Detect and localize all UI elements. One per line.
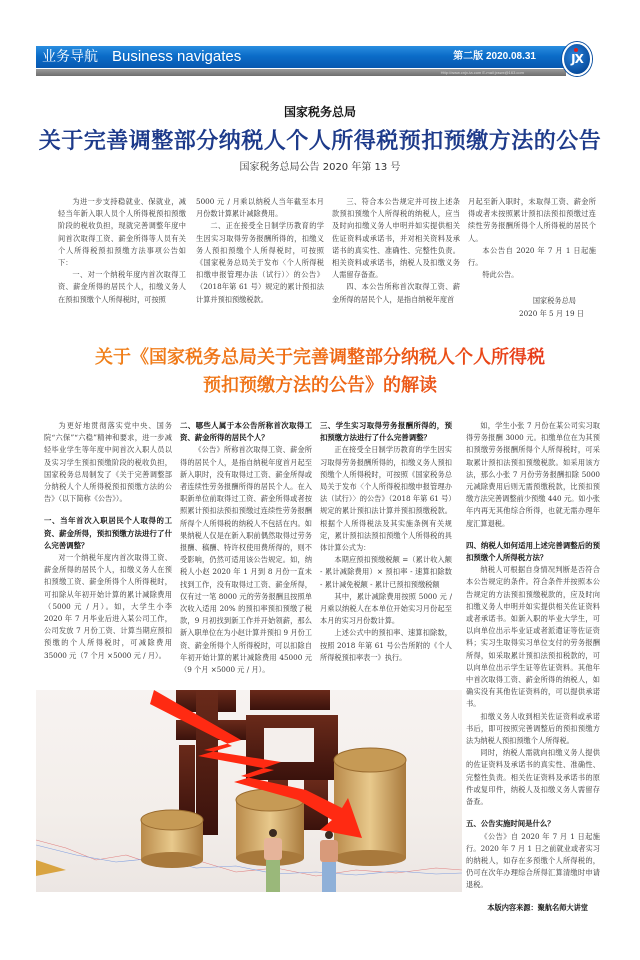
section-title-cn: 业务导航 <box>42 49 98 65</box>
coin-stack-small <box>141 810 203 868</box>
signature-date: 2020 年 5 月 19 日 <box>519 308 584 318</box>
interpretation-title <box>0 344 640 400</box>
figurine-right <box>320 831 338 892</box>
section-heading: 二、哪些人属于本公告所称首次取得工资、薪金所得的居民个人？ <box>180 421 312 443</box>
section-paragraph: 如，学生小张 7 月份在某公司实习取得劳务报酬 3000 元。扣缴单位在为其预扣预缴劳务报酬所得个人所得税时，可采取累计预扣法预扣预缴税款。如采用该方法，那么小张 7 月份劳务报酬扣除 5000 元减除费用后则无需预缴税款，比预扣预缴方法完善调整前少预缴 440 元。如小张年内再无其他综合所得，也就无需办理年度汇算退税。 <box>466 421 600 528</box>
signature-agency: 国家税务总局 <box>532 296 576 306</box>
section-heading: 三、学生实习取得劳务报酬所得的，预扣预缴方法进行了什么完善调整？ <box>320 421 452 443</box>
interpretation-intro: 为更好地贯彻落实党中央、国务院“六保”“六稳”精神和要求，进一步减轻毕业学生等年度中间首次入职人员以及实习学生预扣预缴阶段的税收负担，国家税务总局制发了《关于完善调整部分纳税人个人所得税预扣预缴方法的公告》（以下简称《公告》）。 <box>44 421 172 504</box>
announcement-title: 关于完善调整部分纳税人个人所得税预扣预缴方法的公告 <box>38 128 602 154</box>
announcement-agency: 国家税务总局 <box>283 105 356 119</box>
section-paragraph: 其中，累计减除费用按照 5000 元 / 月乘以纳税人在本单位开始实习月份起至本月的实习月份数计算。 <box>320 591 452 626</box>
section-paragraph: 纳税人可根据自身情况判断是否符合本公告规定的条件。符合条件并按照本公告规定的方法预扣预缴税款的，应及时向扣缴义务人申明并如实提供相关佐证资料或者承诺书。如新入职的毕业大学生，可以向单位出示毕业证或者派遣证等佐证资料；实习生取得实习单位支付的劳务报酬所得，如采取累计预扣法预扣税款的，可以向单位出示学生证等佐证资料。其他年中首次取得工资、薪金所得的纳税人，如确实没有其他佐证资料的，可以提供承诺书。 <box>466 565 600 709</box>
announcement-paragraph: 本公告自 2020 年 7 月 1 日起施行。 <box>468 245 596 268</box>
interpretation-title-line2: 预扣预缴方法的公告》的解读 <box>203 375 437 396</box>
announcement-paragraph: 一、对一个纳税年度内首次取得工资、薪金所得的居民个人，扣缴义务人在预扣预缴个人所得税时，可按照 <box>58 270 186 304</box>
figurine-left <box>264 829 282 892</box>
announcement-paragraph: 二、正在接受全日制学历教育的学生因实习取得劳务报酬所得的，扣缴义务人预扣预缴个人所得税时，可按照《国家税务总局关于发布〈个人所得税扣缴申报管理办法（试行）〉的公告》（2018年第 61 号）规定的累计预扣法计算并预扣预缴税款。 <box>196 221 324 304</box>
interpretation-title-line1: 关于《国家税务总局关于完善调整部分纳税人个人所得税 <box>95 347 545 368</box>
announcement-column-1 <box>58 196 186 306</box>
jx-logo-icon <box>562 42 592 76</box>
section-heading: 五、公告实施时间是什么？ <box>466 819 555 829</box>
section-heading: 四、纳税人如何适用上述完善调整后的预扣预缴个人所得税方法？ <box>466 540 600 563</box>
pen-icon <box>36 860 66 876</box>
content-source-note: 本版内容来源：聚航名师大讲堂 <box>487 903 588 912</box>
section-paragraph: 《公告》所称首次取得工资、薪金所得的居民个人，是指自纳税年度首月起至新入职时，没有取得过工资、薪金所得或者连续性劳务报酬所得的居民个人。在入职新单位前取得过工资、薪金所得或者按照累计预扣法预扣预缴过连续性劳务报酬所得个人所得税的纳税人不包括在内。如果纳税人仅是在新入职前偶然取得过劳务报酬、稿酬、特许权使用费所得的，则不受影响，仍然可适用该公告规定。如，纳税人小赵 2020 年 1 月到 8 月份一直未找到工作，没有取得过工资、薪金所得，仅有过一笔 8000 元的劳务报酬且按照单次收入适用 20% 的预扣率预扣预缴了税款，9 月初找到新工作并开始领薪，那么新入职单位在为小赵计算并预扣 9 月份工资、薪金所得个人所得税时，可以扣除自年初开始计算的累计减除费用 45000 元（9 个月 ×5000 元 / 月）。 <box>180 445 312 675</box>
illustration-graphic <box>36 690 462 892</box>
section-banner <box>36 46 592 76</box>
interpretation-column-2 <box>180 420 312 676</box>
announcement-paragraph: 三、符合本公告规定并可按上述条款预扣预缴个人所得税的纳税人，应当及时向扣缴义务人申明并如实提供相关佐证资料或承诺书，并对相关资料及承诺书的真实性、准确性、完整性负责。相关资料或承诺书，纳税人及扣缴义务人需留存备查。 <box>332 197 460 280</box>
tax-reduction-illustration <box>36 690 462 892</box>
section-paragraph: 上述公式中的预扣率、速算扣除数，按照 2018 年第 61 号公告所附的《个人所得税预扣率表一》执行。 <box>320 628 452 662</box>
announcement-doc-number: 国家税务总局公告 2020 年第 13 号 <box>239 162 401 173</box>
announcement-paragraph: 5000 元 / 月乘以纳税人当年截至本月月份数计算累计减除费用。 <box>196 197 324 219</box>
interpretation-column-4 <box>466 420 600 892</box>
announcement-column-4 <box>468 196 596 320</box>
section-paragraph: 对一个纳税年度内首次取得工资、薪金所得的居民个人，扣缴义务人在预扣预缴工资、薪金所得个人所得税时，可扣除从年初开始计算的累计减除费用（5000 元 / 月）。如，大学生小李 2020 年 7 月毕业后进入某公司工作，公司发放 7 月份工资、计算当期应预扣预缴的个人所得税时，可减除费用 35000 元（7 个月 ×5000 元 / 月）。 <box>44 553 172 660</box>
contact-line: Http://www.cnjx-ta.com E-mail:jxswx@163.com <box>440 70 524 75</box>
logo-text: JX <box>571 52 583 66</box>
announcement-paragraph: 四、本公告所称首次取得工资、薪金所得的居民个人，是指自纳税年度首 <box>332 282 460 304</box>
announcement-paragraph: 特此公告。 <box>482 270 519 280</box>
announcement-column-3 <box>332 196 460 306</box>
section-title-en: Business navigates <box>112 48 242 65</box>
logo-dot <box>574 48 578 52</box>
section-paragraph: 《公告》自 2020 年 7 月 1 日起施行。2020 年 7 月 1 日之前就业或者实习的纳税人，如存在多预缴个人所得税的，仍可在次年办理综合所得汇算清缴时申请退税。 <box>466 831 600 890</box>
section-paragraph: 正在接受全日制学历教育的学生因实习取得劳务报酬所得的，扣缴义务人预扣预缴个人所得税时，可按照《国家税务总局关于发布〈个人所得税扣缴申报管理办法（试行）〉的公告》（2018 年第 61 号）规定的累计预扣法计算并预扣预缴税款。根据个人所得税法及其实施条例有关规定，累计预扣法预扣预缴个人所得税的具体计算公式为： <box>320 445 452 553</box>
interpretation-column-1 <box>44 420 172 662</box>
section-paragraph: 扣缴义务人收到相关佐证资料或承诺书后，即可按照完善调整后的预扣预缴方法为纳税人预扣预缴个人所得税。 <box>466 711 600 746</box>
announcement-paragraph: 为进一步支持稳就业、保就业，减轻当年新入职人员个人所得税预扣预缴阶段的税收负担，现就完善调整年度中间首次取得工资、薪金所得等人员有关个人所得税预扣预缴方法事项公告如下： <box>58 197 186 268</box>
section-heading: 一、当年首次入职居民个人取得的工资、薪金所得，预扣预缴方法进行了什么完善调整？ <box>44 516 172 550</box>
announcement-paragraph: 月起至新入职时，未取得工资、薪金所得或者未按照累计预扣法预扣预缴过连续性劳务报酬所得个人所得税的居民个人。 <box>468 197 596 243</box>
section-paragraph: 同时，纳税人需就向扣缴义务人提供的佐证资料及承诺书的真实性、准确性、完整性负责。相关佐证资料及承诺书的原件或复印件，纳税人及扣缴义务人需留存备查。 <box>466 748 600 807</box>
section-title <box>42 48 241 66</box>
formula-paragraph: 本期应预扣预缴税额 =（累计收入额 - 累计减除费用）× 预扣率 - 速算扣除数 - 累计减免税额 - 累计已预扣预缴税额 <box>320 555 452 589</box>
announcement-column-2 <box>196 196 324 306</box>
interpretation-column-3 <box>320 420 452 664</box>
edition-date: 第二版 2020.08.31 <box>453 51 536 62</box>
